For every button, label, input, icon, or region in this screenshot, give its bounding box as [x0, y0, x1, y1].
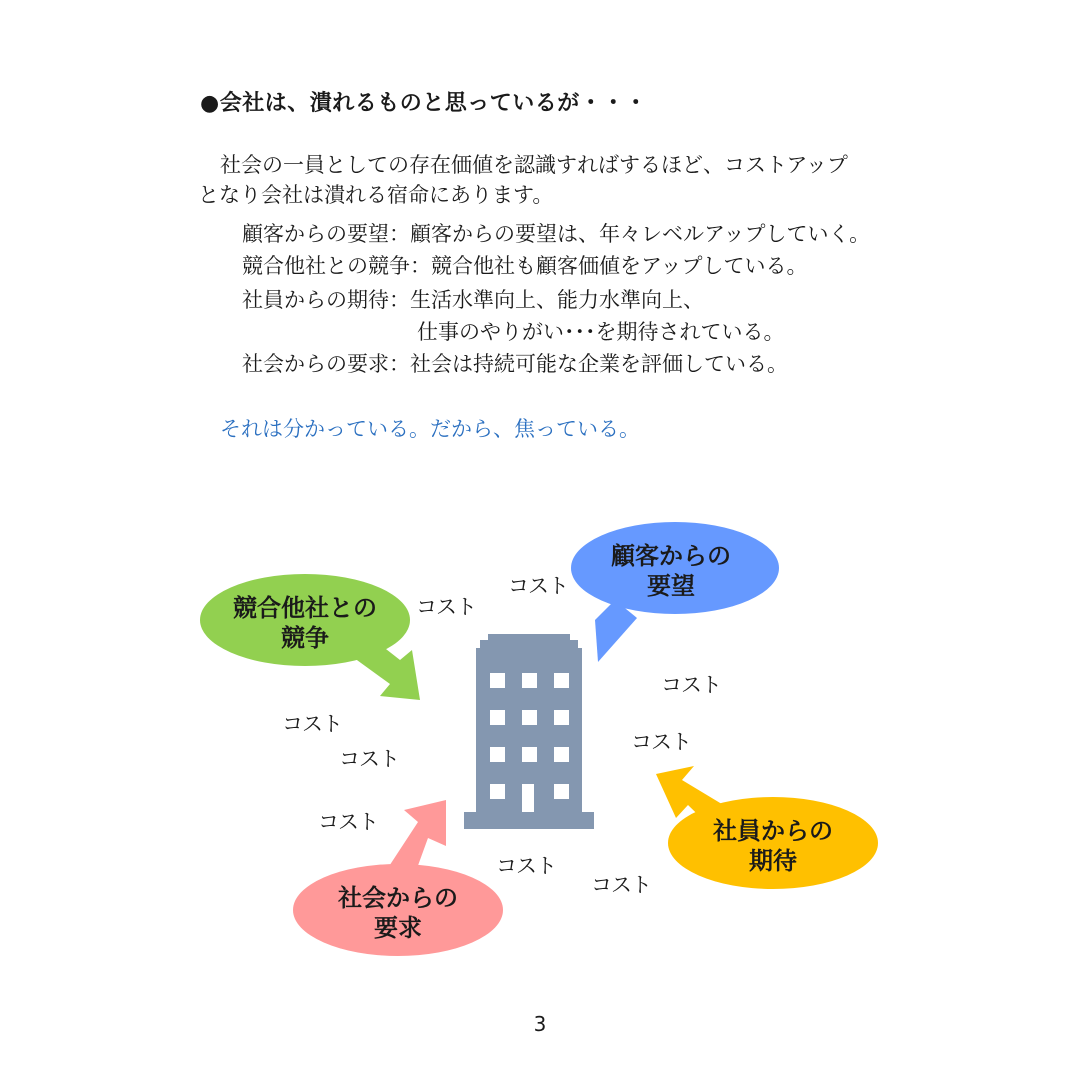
cost-label: コスト [339, 747, 399, 771]
bubble-competitor [200, 574, 420, 700]
cost-label: コスト [496, 854, 556, 878]
cost-label: コスト [661, 673, 721, 697]
bubble-customer [571, 522, 779, 662]
requirement-label: 競合他社との競争： [242, 254, 431, 278]
bubble-customer-line2: 要望 [647, 572, 695, 600]
requirement-label: 社員からの期待： [242, 288, 410, 312]
bubble-competitor-line2: 競争 [281, 624, 329, 652]
cost-label: コスト [591, 873, 651, 897]
requirement-label: 顧客からの要望： [242, 222, 410, 246]
bubble-society-line1: 社会からの [338, 884, 458, 912]
conclusion: それは分かっている。だから、焦っている。 [220, 417, 640, 441]
bubble-employee-line1: 社員からの [713, 817, 833, 845]
intro-line-1: 社会の一員としての存在価値を認識すればするほど、コストアップ [220, 153, 848, 177]
requirement-text: 社会は持続可能な企業を評価している。 [410, 352, 788, 376]
requirement-text: 競合他社も顧客価値をアップしている。 [431, 254, 808, 278]
cost-label: コスト [508, 574, 568, 598]
cost-label: コスト [318, 810, 378, 834]
requirement-text: 顧客からの要望は、年々レベルアップしていく。 [410, 222, 871, 246]
cost-label: コスト [631, 730, 691, 754]
page-number: 3 [533, 1012, 547, 1036]
bubble-employee [656, 766, 878, 889]
building-icon [464, 634, 594, 829]
requirement-label: 社会からの要求： [242, 352, 410, 376]
intro-line-2: となり会社は潰れる宿命にあります。 [198, 183, 554, 207]
cost-label: コスト [282, 712, 342, 736]
cost-label: コスト [416, 595, 476, 619]
heading: ●会社は、潰れるものと思っているが・・・ [200, 91, 648, 116]
bubble-competitor-line1: 競合他社との [233, 594, 377, 622]
requirement-employee-continued: 仕事のやりがい･･･を期待されている。 [417, 320, 785, 344]
bubble-employee-line2: 期待 [749, 847, 797, 875]
requirement-text: 生活水準向上、能力水準向上、 [410, 288, 704, 312]
bubble-customer-line1: 顧客からの [611, 542, 731, 570]
bubble-society-line2: 要求 [374, 914, 422, 942]
